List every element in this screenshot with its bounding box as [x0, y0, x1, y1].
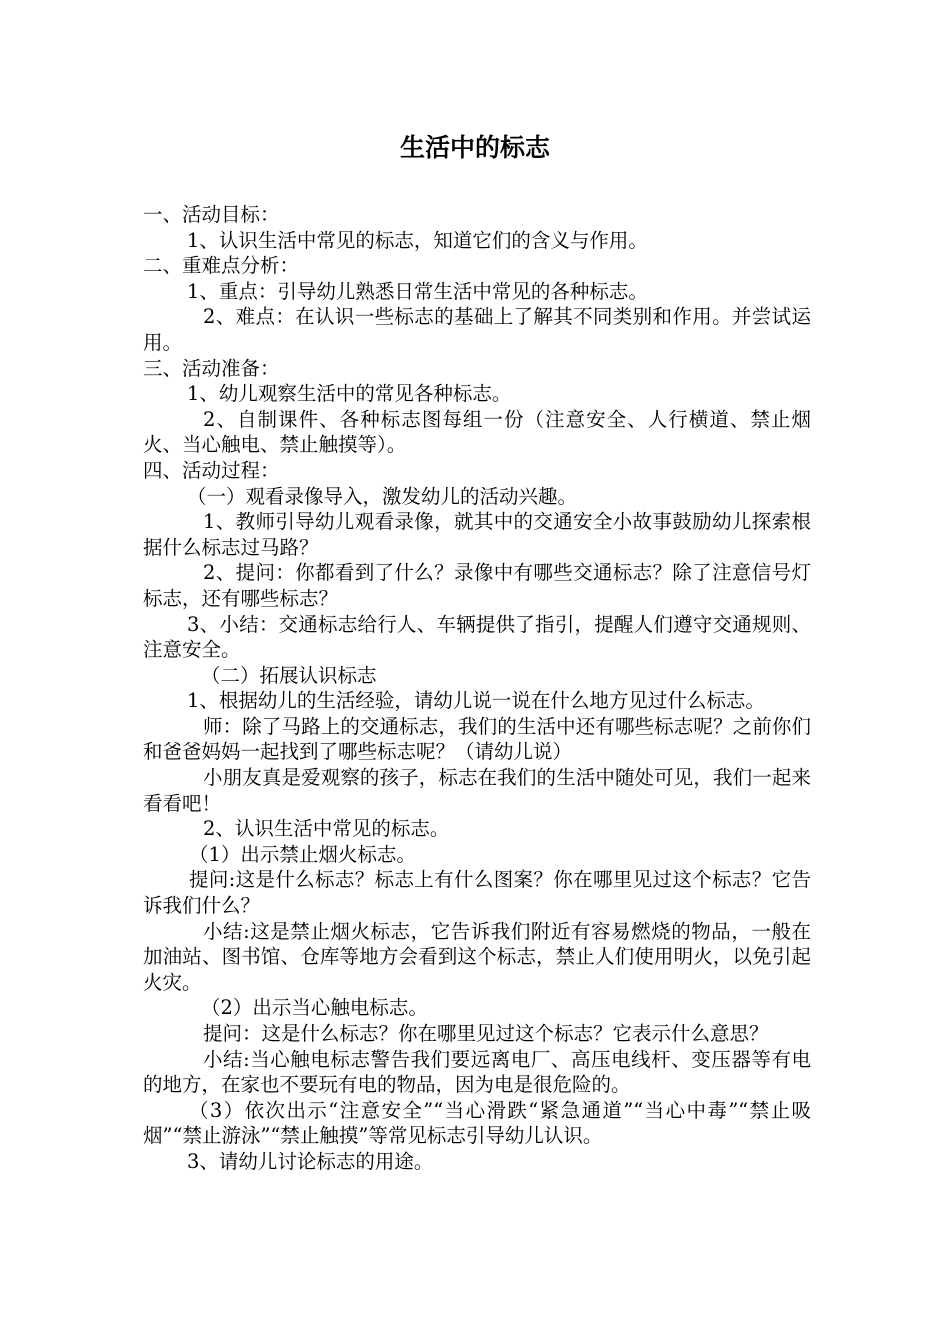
paragraph: 提问：这是什么标志？你在哪里见过这个标志？它表示什么意思？ [203, 1022, 769, 1045]
section-heading-process: 四、活动过程： [143, 458, 280, 482]
paragraph: 1、教师引导幼儿观看录像，就其中的交通安全小故事鼓励幼儿探索根据什么标志过马路？ [143, 510, 811, 559]
paragraph: 小结:当心触电标志警告我们要远离电厂、高压电线杆、变压器等有电的地方，在家也不要玩有电的物品，因为电是很危险的。 [143, 1047, 811, 1097]
paragraph: 1、幼儿观察生活中的常见各种标志。 [187, 382, 512, 406]
paragraph: （3）依次出示“注意安全”“当心滑跌“紧急通道”“当心中毒”“禁止吸烟”“禁止游泳”“禁止触摸”等常见标志引导幼儿认识。 [143, 1098, 811, 1148]
paragraph: 2、难点：在认识一些标志的基础上了解其不同类别和作用。并尝试运用。 [143, 305, 811, 354]
paragraph: 1、认识生活中常见的标志，知道它们的含义与作用。 [187, 228, 648, 252]
subsection-heading: （二）拓展认识标志 [201, 663, 377, 687]
paragraph: 小结:这是禁止烟火标志，它告诉我们附近有容易燃烧的物品，一般在加油站、图书馆、仓库等地方会看到这个标志，禁止人们使用明火，以免引起火灾。 [143, 919, 811, 994]
paragraph: 3、请幼儿讨论标志的用途。 [187, 1149, 434, 1173]
section-heading-preparation: 三、活动准备： [143, 356, 280, 380]
paragraph: 师：除了马路上的交通标志，我们的生活中还有哪些标志呢？之前你们和爸爸妈妈一起找到了哪些标志呢？（请幼儿说） [143, 714, 811, 764]
paragraph: 小朋友真是爱观察的孩子，标志在我们的生活中随处可见，我们一起来看看吧！ [143, 766, 811, 815]
paragraph: 1、重点：引导幼儿熟悉日常生活中常见的各种标志。 [187, 279, 648, 303]
document-body [143, 202, 811, 1175]
paragraph: 2、认识生活中常见的标志。 [203, 817, 450, 841]
section-heading-key-points: 二、重难点分析： [143, 254, 300, 278]
paragraph: 2、提问：你都看到了什么？录像中有哪些交通标志？除了注意信号灯标志，还有哪些标志？ [143, 561, 811, 610]
section-heading-goals: 一、活动目标： [143, 203, 280, 226]
paragraph: （1）出示禁止烟火标志。 [189, 842, 416, 866]
paragraph: 1、根据幼儿的生活经验，请幼儿说一说在什么地方见过什么标志。 [187, 689, 765, 713]
document-title: 生活中的标志 [399, 133, 550, 162]
paragraph: 3、小结：交通标志给行人、车辆提供了指引，提醒人们遵守交通规则、注意安全。 [143, 612, 811, 662]
subsection-heading: （一）观看录像导入，激发幼儿的活动兴趣。 [187, 484, 578, 508]
paragraph: （2）出示当心触电标志。 [201, 996, 428, 1020]
paragraph: 2、自制课件、各种标志图每组一份（注意安全、人行横道、禁止烟火、当心触电、禁止触摸等）。 [143, 407, 811, 457]
paragraph: 提问:这是什么标志？标志上有什么图案？你在哪里见过这个标志？它告诉我们什么？ [143, 868, 811, 918]
